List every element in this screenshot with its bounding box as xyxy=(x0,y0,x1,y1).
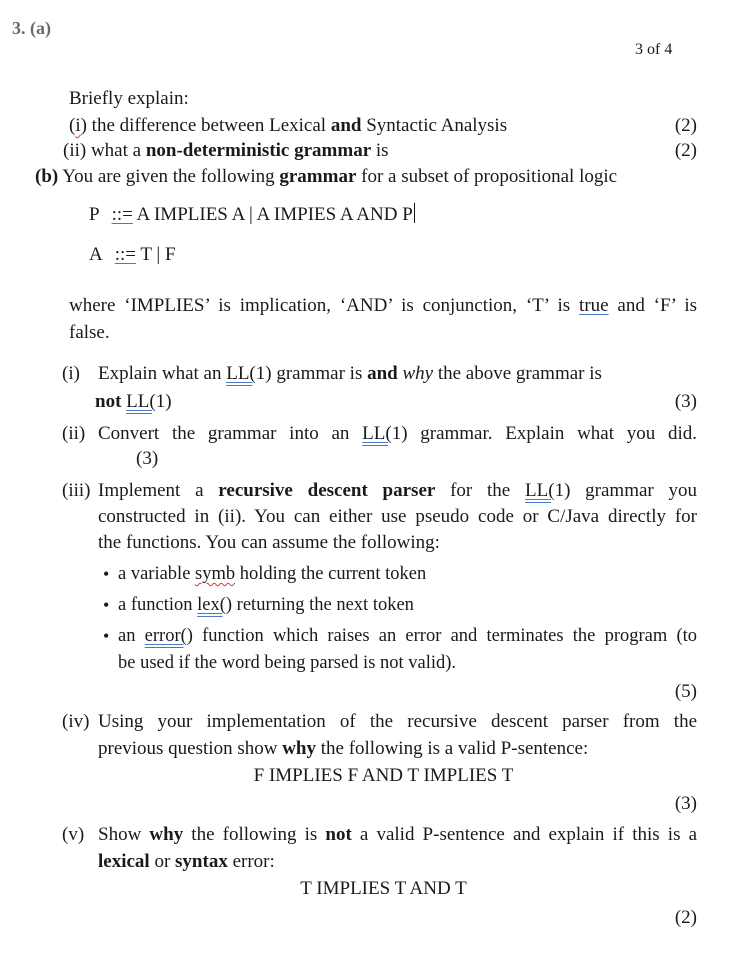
q-iii-marks: (5) xyxy=(674,681,697,702)
q-v-line2: lexical or syntax error: xyxy=(98,851,275,872)
bullet-error-line2: be used if the word being parsed is not valid). xyxy=(118,653,457,673)
question-number: 3. (a) xyxy=(12,18,51,38)
q-iii-line3: the functions. You can assume the following: xyxy=(98,532,440,553)
grammar-rule-p: P ::= A IMPLIES A | A IMPIES A AND P xyxy=(89,204,413,225)
q-iv-sentence: F IMPLIES F AND T IMPLIES T xyxy=(253,765,514,786)
q-iii-line2: constructed in (ii). You can either use pseudo code or C/Java directly for xyxy=(98,506,697,527)
part-a-item-ii: (ii) what a non-deterministic grammar is xyxy=(63,140,389,161)
q-ii-line1: Convert the grammar into an LL(1) grammar. Explain what you did. xyxy=(98,423,697,444)
part-b-intro: (b) You are given the following grammar for a subset of propositional logic xyxy=(35,166,618,187)
bullet-dot: • xyxy=(103,595,110,615)
q-iii-number: (iii) xyxy=(62,480,91,501)
q-iv-line1: Using your implementation of the recursive descent parser from the xyxy=(98,711,697,732)
part-a-intro: Briefly explain: xyxy=(69,88,189,109)
page-indicator: 3 of 4 xyxy=(635,41,673,58)
bullet-error-line1: an error() function which raises an error and terminates the program (to xyxy=(118,626,697,646)
q-ii-marks: (3) xyxy=(136,448,159,469)
q-v-sentence: T IMPLIES T AND T xyxy=(300,878,467,899)
q-i-number: (i) xyxy=(62,363,80,384)
part-a-item-i-marks: (2) xyxy=(674,115,697,136)
q-i-marks: (3) xyxy=(674,391,697,412)
bullet-lex: a function lex() returning the next token xyxy=(118,595,414,615)
where-paragraph-line1: where ‘IMPLIES’ is implication, ‘AND’ is conjunction, ‘T’ is true and ‘F’ is xyxy=(69,295,697,316)
q-v-number: (v) xyxy=(62,824,85,845)
q-iv-marks: (3) xyxy=(674,793,697,814)
q-iii-line1: Implement a recursive descent parser for the LL(1) grammar you xyxy=(98,480,698,501)
q-v-line1: Show why the following is not a valid P-sentence and explain if this is a xyxy=(98,824,698,845)
q-i-line1: Explain what an LL(1) grammar is and why the above grammar is xyxy=(98,363,602,384)
bullet-dot: • xyxy=(103,626,110,646)
q-iv-line2: previous question show why the following is a valid P-sentence: xyxy=(98,738,589,759)
q-ii-number: (ii) xyxy=(62,423,86,444)
where-paragraph-line2: false. xyxy=(69,322,110,343)
text-cursor xyxy=(414,203,415,223)
bullet-dot: • xyxy=(103,564,110,584)
bullet-symb: a variable symb holding the current token xyxy=(118,564,427,584)
grammar-rule-a: A ::= T | F xyxy=(89,244,176,265)
q-i-line2: not LL(1) xyxy=(95,391,172,412)
part-a-item-ii-marks: (2) xyxy=(674,140,697,161)
q-v-marks: (2) xyxy=(674,907,697,928)
q-iv-number: (iv) xyxy=(62,711,90,732)
part-a-item-i: (i) the difference between Lexical and Syntactic Analysis xyxy=(69,115,508,136)
